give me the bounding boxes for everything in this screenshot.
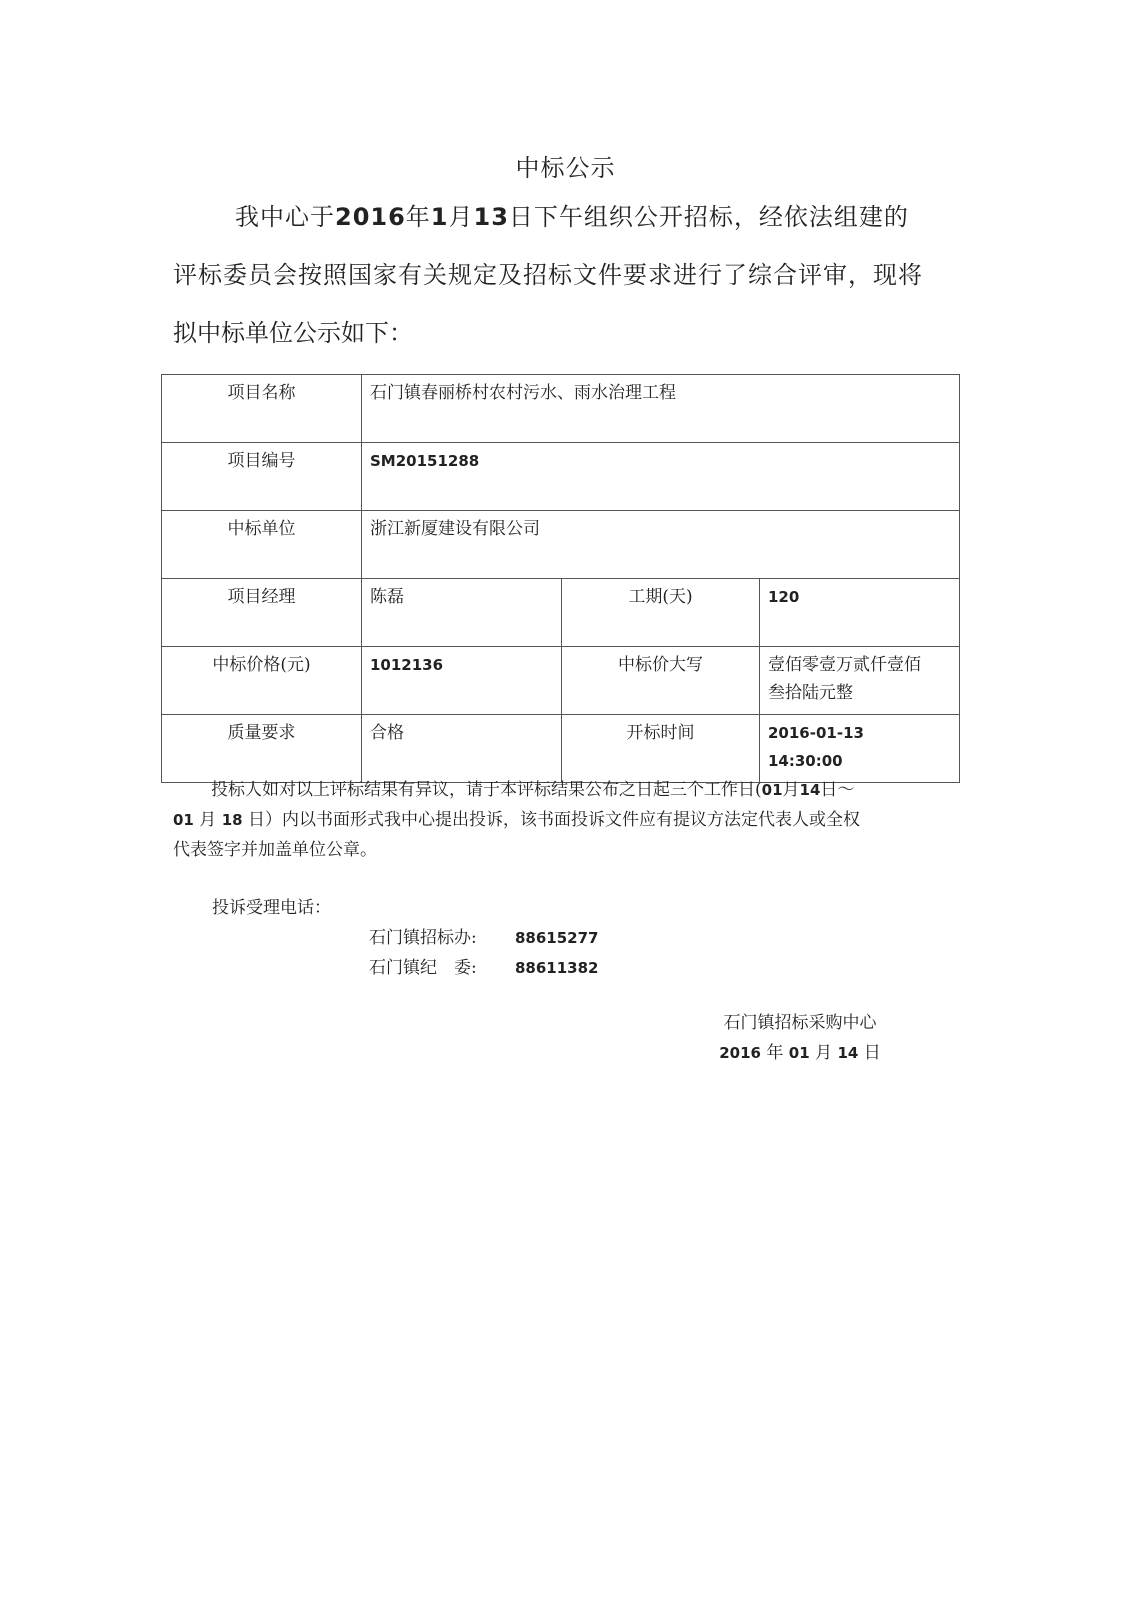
office-phone: 88615277: [515, 929, 599, 947]
winner-value: 浙江新厦建设有限公司: [362, 511, 960, 579]
intro-text: 年: [405, 203, 431, 231]
notice-date: 14: [799, 781, 821, 799]
notice-text: 日～: [820, 780, 855, 800]
office-phone: 88611382: [515, 959, 599, 977]
objection-notice: [173, 775, 963, 865]
complaint-phone-row: [369, 923, 599, 948]
intro-paragraph: [173, 188, 953, 362]
quality-label: 质量要求: [162, 715, 362, 783]
duration-label: 工期(天): [562, 579, 760, 647]
notice-text: 月: [199, 810, 217, 830]
signature-org: 石门镇招标采购中心: [723, 1013, 877, 1033]
notice-text: 投标人如对以上评标结果有异议，请于本评标结果公布之日起三个工作日(: [211, 780, 762, 800]
notice-line-3: 代表签字并加盖单位公章。: [173, 840, 377, 860]
intro-text: 月: [448, 203, 474, 231]
project-name-value: 石门镇春丽桥村农村污水、雨水治理工程: [362, 375, 960, 443]
price-value: 1012136: [362, 647, 562, 715]
table-row: [162, 511, 960, 579]
duration-value: 120: [760, 579, 960, 647]
notice-line-1: [173, 775, 963, 805]
open-clock: 14:30:00: [768, 752, 843, 770]
quality-value: 合格: [362, 715, 562, 783]
notice-line-2: [173, 805, 963, 835]
project-no-value: SM20151288: [362, 443, 960, 511]
table-row: [162, 443, 960, 511]
office-name: 石门镇纪 委:: [369, 958, 477, 978]
open-time-label: 开标时间: [562, 715, 760, 783]
table-row: [162, 579, 960, 647]
intro-text: 我中心于: [235, 203, 335, 231]
table-row: [162, 375, 960, 443]
manager-label: 项目经理: [162, 579, 362, 647]
table-row: [162, 647, 960, 715]
complaint-phone-label: 投诉受理电话：: [212, 898, 331, 918]
price-label: 中标价格(元): [162, 647, 362, 715]
intro-line-3: 拟中标单位公示如下：: [173, 319, 413, 347]
award-info-table: [161, 374, 960, 783]
sig-year: 2016: [719, 1044, 761, 1062]
sig-month: 01: [788, 1044, 810, 1062]
office-name: 石门镇招标办:: [369, 928, 477, 948]
notice-text: 月: [782, 780, 800, 800]
intro-text: 日下午组织公开招标，经依法组建的: [508, 203, 909, 231]
intro-line-2: 评标委员会按照国家有关规定及招标文件要求进行了综合评审，现将: [173, 261, 923, 289]
notice-date: 18: [221, 811, 243, 829]
intro-month: 1: [430, 203, 449, 231]
intro-line-1: [173, 188, 953, 246]
sig-day: 14: [837, 1044, 859, 1062]
project-name-label: 项目名称: [162, 375, 362, 443]
project-no-label: 项目编号: [162, 443, 362, 511]
manager-value: 陈磊: [362, 579, 562, 647]
price-words-value: [760, 647, 960, 715]
sig-text: 年: [766, 1043, 784, 1063]
price-words-label: 中标价大写: [562, 647, 760, 715]
open-date: 2016-01-13: [768, 724, 864, 742]
open-time-value: [760, 715, 960, 783]
winner-label: 中标单位: [162, 511, 362, 579]
notice-date: 01: [761, 781, 783, 799]
intro-day: 13: [473, 203, 509, 231]
price-words-line-1: 壹佰零壹万贰仟壹佰: [768, 655, 921, 675]
notice-date: 01: [173, 811, 194, 829]
intro-year: 2016: [335, 203, 406, 231]
complaint-phone-row: [369, 953, 599, 978]
signature-date: [700, 1038, 900, 1068]
price-words-line-2: 叁拾陆元整: [768, 683, 853, 703]
table-row: [162, 715, 960, 783]
notice-text: 日）内以书面形式我中心提出投诉，该书面投诉文件应有提议方法定代表人或全权: [247, 810, 860, 830]
sig-text: 月: [815, 1043, 833, 1063]
sig-text: 日: [863, 1043, 881, 1063]
page-title: 中标公示: [515, 154, 616, 182]
